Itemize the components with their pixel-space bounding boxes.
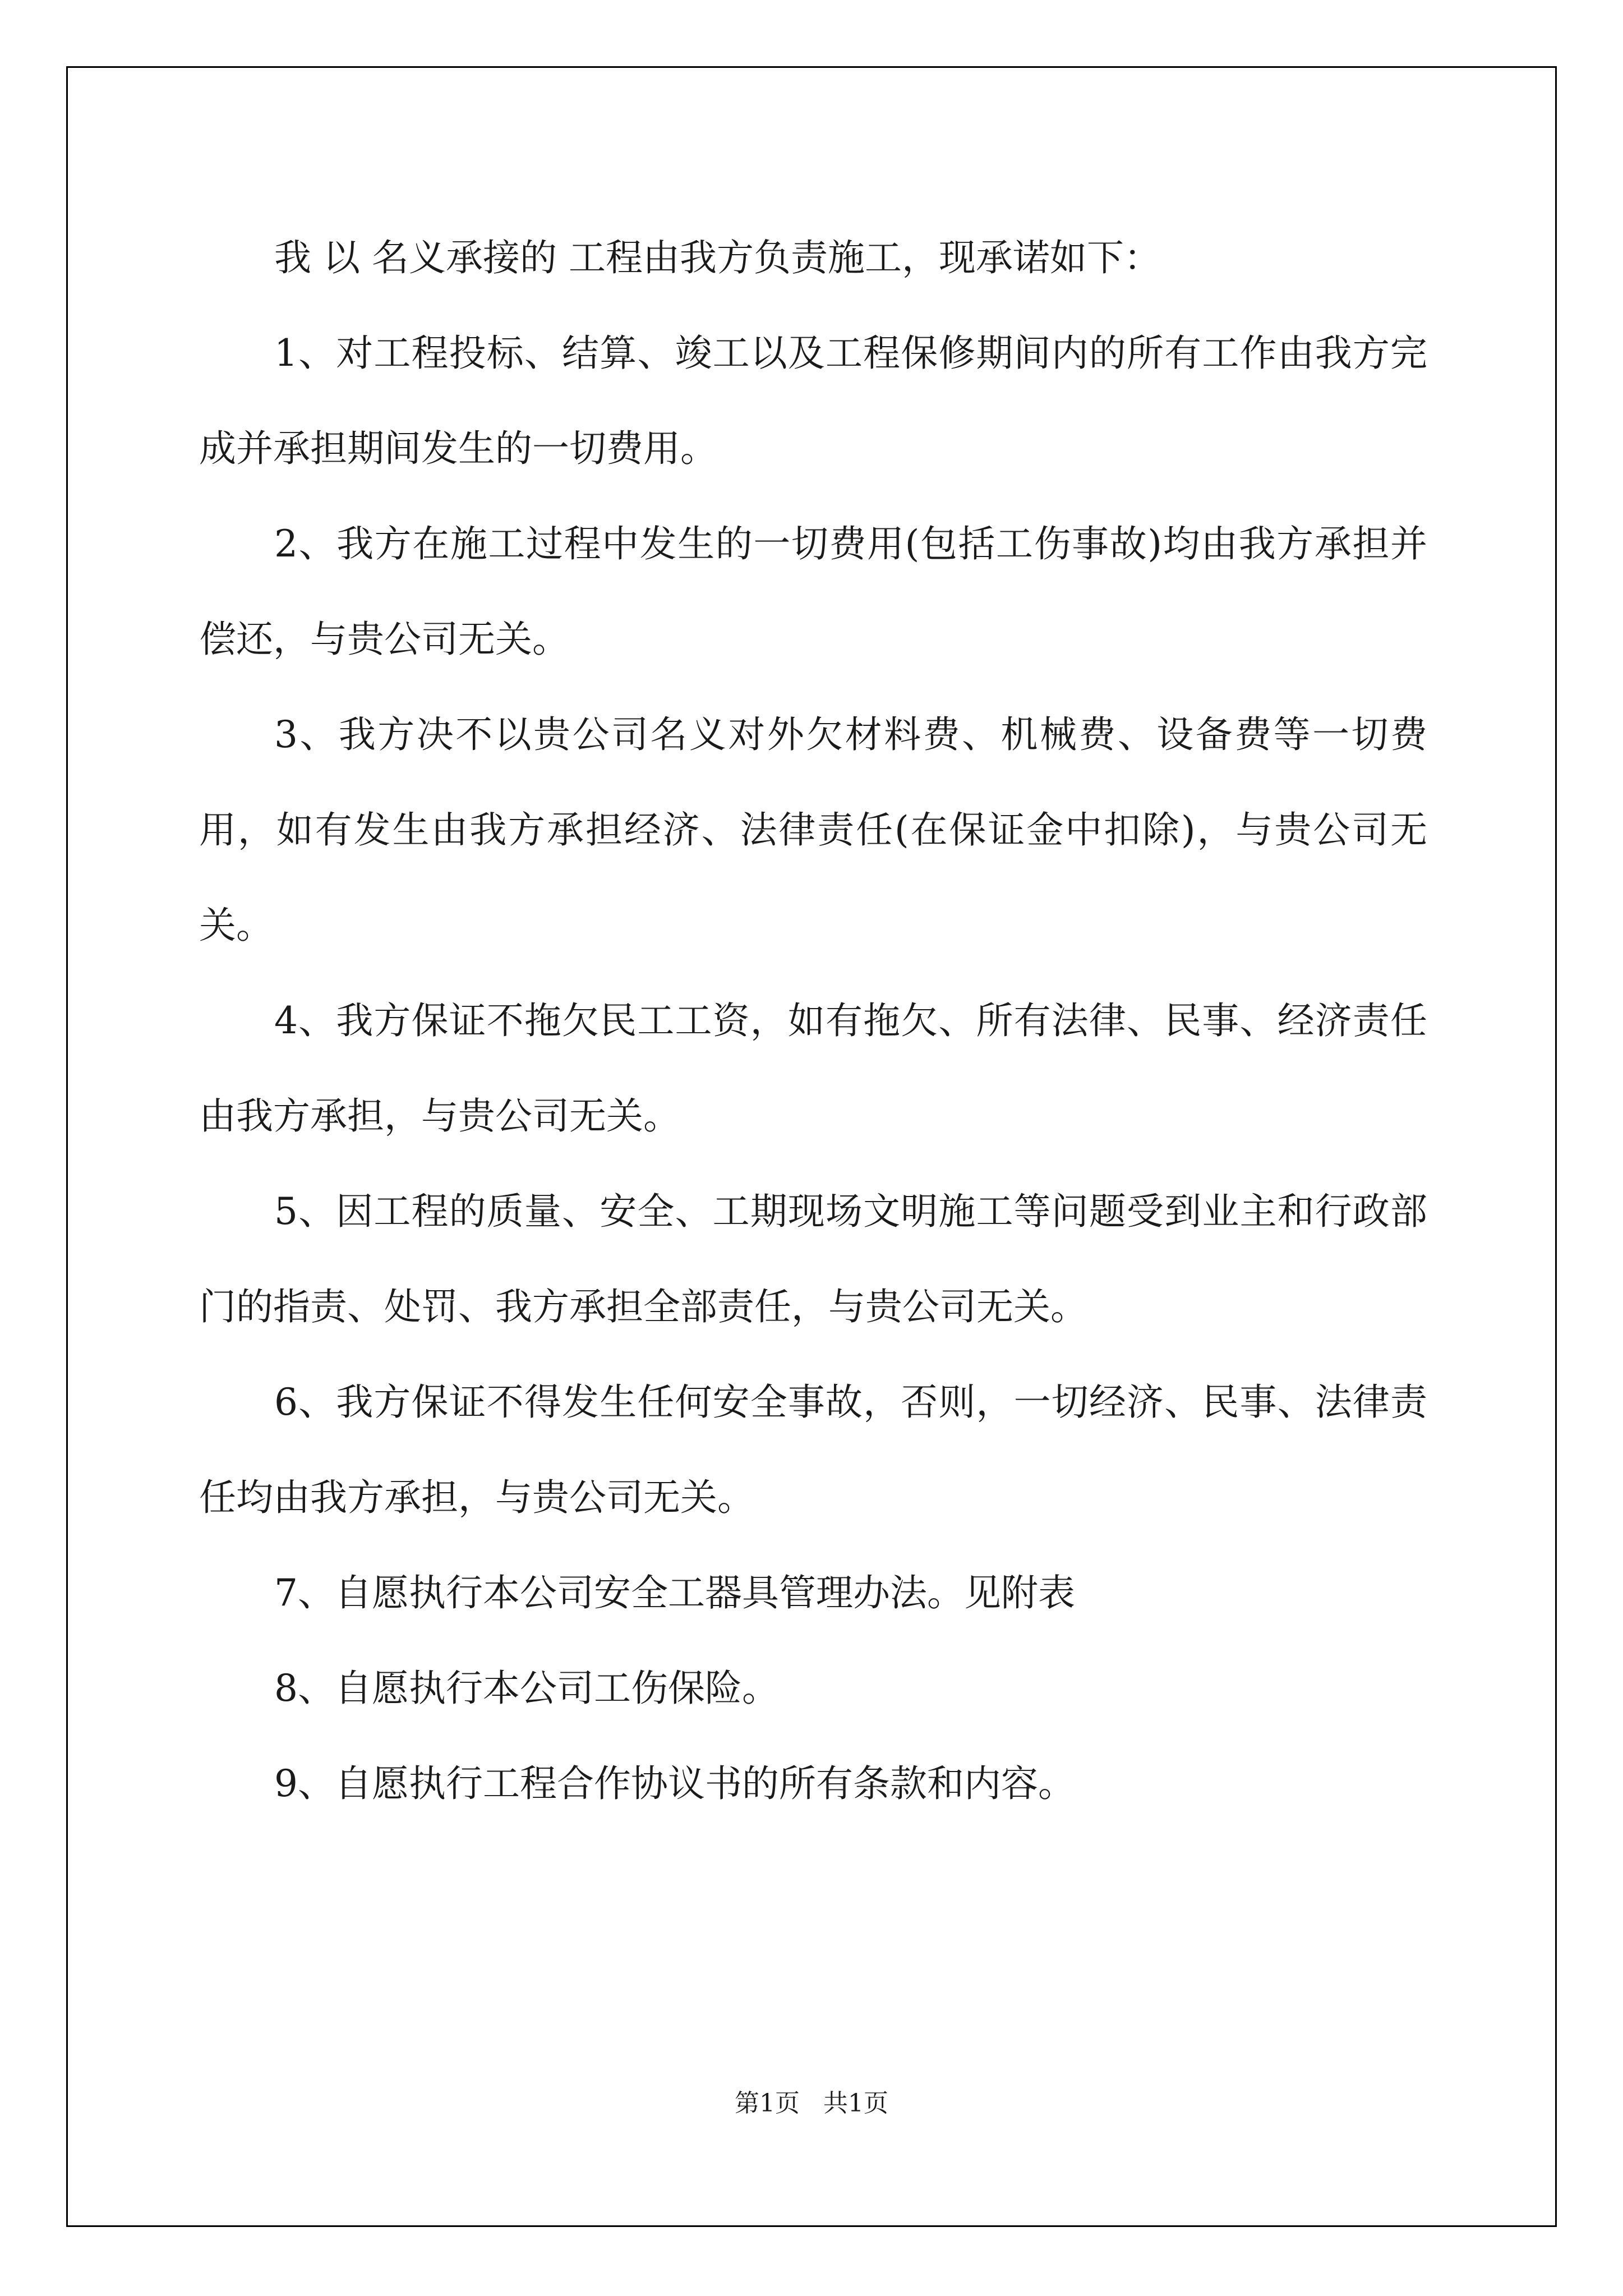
clause-8: 8、自愿执行本公司工伤保险。: [274, 1667, 779, 1710]
clause-7: 7、自愿执行本公司安全工器具管理办法。见附表: [274, 1571, 1075, 1614]
clause-3: 3、我方决不以贵公司名义对外欠材料费、机械费、设备费等一切费用，如有发生由我方承担经济、法律责任(在保证金中扣除)，与贵公司无关。: [199, 713, 1427, 947]
intro-paragraph: 我 以 名义承接的 工程由我方负责施工，现承诺如下：: [274, 236, 1161, 279]
page-number-footer: 第1页 共1页: [735, 2089, 888, 2118]
clause-4: 4、我方保证不拖欠民工工资，如有拖欠、所有法律、民事、经济责任由我方承担，与贵公司无关。: [199, 999, 1427, 1138]
clause-6: 6、我方保证不得发生任何安全事故，否则，一切经济、民事、法律责任均由我方承担，与贵公司无关。: [199, 1381, 1427, 1519]
clause-5: 5、因工程的质量、安全、工期现场文明施工等问题受到业主和行政部门的指责、处罚、我方承担全部责任，与贵公司无关。: [199, 1190, 1427, 1328]
clause-2: 2、我方在施工过程中发生的一切费用(包括工伤事故)均由我方承担并偿还，与贵公司无关。: [199, 522, 1427, 661]
document-body: [199, 210, 1427, 1832]
clause-1: 1、对工程投标、结算、竣工以及工程保修期间内的所有工作由我方完成并承担期间发生的一切费用。: [199, 332, 1427, 470]
clause-9: 9、自愿执行工程合作协议书的所有条款和内容。: [274, 1762, 1075, 1805]
